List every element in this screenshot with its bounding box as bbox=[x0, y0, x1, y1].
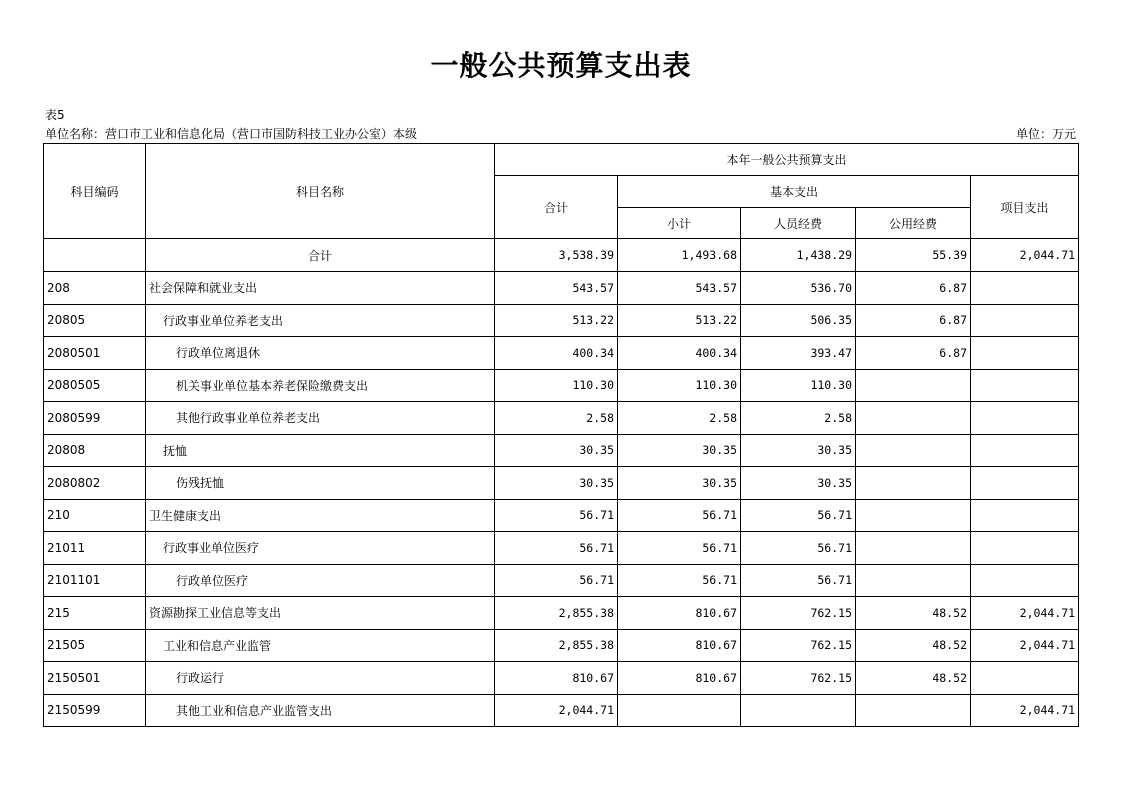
row-subtotal: 30.35 bbox=[618, 434, 741, 467]
header-total: 合计 bbox=[495, 176, 618, 239]
row-personnel: 30.35 bbox=[741, 434, 856, 467]
row-project: 2,044.71 bbox=[971, 597, 1079, 630]
row-personnel: 762.15 bbox=[741, 629, 856, 662]
row-public: 48.52 bbox=[856, 662, 971, 695]
row-total: 30.35 bbox=[495, 434, 618, 467]
row-personnel: 110.30 bbox=[741, 369, 856, 402]
row-personnel: 30.35 bbox=[741, 467, 856, 500]
row-name: 工业和信息产业监管 bbox=[146, 629, 495, 662]
row-public: 6.87 bbox=[856, 337, 971, 370]
row-code: 208 bbox=[44, 272, 146, 305]
row-subtotal: 30.35 bbox=[618, 467, 741, 500]
header-basic: 基本支出 bbox=[618, 176, 971, 208]
row-project bbox=[971, 304, 1079, 337]
row-public bbox=[856, 434, 971, 467]
row-subtotal: 810.67 bbox=[618, 662, 741, 695]
total-code-cell bbox=[44, 239, 146, 272]
row-code: 21011 bbox=[44, 532, 146, 565]
row-code: 20805 bbox=[44, 304, 146, 337]
row-name: 其他工业和信息产业监管支出 bbox=[146, 694, 495, 727]
table-row bbox=[44, 694, 1079, 727]
row-name: 行政事业单位医疗 bbox=[146, 532, 495, 565]
row-project: 2,044.71 bbox=[971, 629, 1079, 662]
row-public: 6.87 bbox=[856, 272, 971, 305]
row-personnel: 536.70 bbox=[741, 272, 856, 305]
row-total: 543.57 bbox=[495, 272, 618, 305]
header-personnel: 人员经费 bbox=[741, 208, 856, 239]
row-public bbox=[856, 694, 971, 727]
total-total: 3,538.39 bbox=[495, 239, 618, 272]
row-personnel: 2.58 bbox=[741, 402, 856, 435]
row-subtotal: 400.34 bbox=[618, 337, 741, 370]
total-subtotal: 1,493.68 bbox=[618, 239, 741, 272]
row-public bbox=[856, 532, 971, 565]
table-row bbox=[44, 564, 1079, 597]
row-total: 2,855.38 bbox=[495, 629, 618, 662]
row-project bbox=[971, 402, 1079, 435]
row-code: 215 bbox=[44, 597, 146, 630]
row-code: 2080802 bbox=[44, 467, 146, 500]
row-project bbox=[971, 337, 1079, 370]
row-total: 56.71 bbox=[495, 564, 618, 597]
currency-unit: 单位：万元 bbox=[1015, 127, 1076, 141]
total-public: 55.39 bbox=[856, 239, 971, 272]
row-project bbox=[971, 467, 1079, 500]
row-code: 2080505 bbox=[44, 369, 146, 402]
row-personnel: 506.35 bbox=[741, 304, 856, 337]
row-code: 2080599 bbox=[44, 402, 146, 435]
total-project: 2,044.71 bbox=[971, 239, 1079, 272]
header-subtotal: 小计 bbox=[618, 208, 741, 239]
header-public: 公用经费 bbox=[856, 208, 971, 239]
header-code: 科目编码 bbox=[44, 144, 146, 239]
total-label: 合计 bbox=[146, 239, 495, 272]
total-personnel: 1,438.29 bbox=[741, 239, 856, 272]
row-code: 210 bbox=[44, 499, 146, 532]
table-row bbox=[44, 597, 1079, 630]
row-code: 20808 bbox=[44, 434, 146, 467]
row-total: 810.67 bbox=[495, 662, 618, 695]
row-total: 30.35 bbox=[495, 467, 618, 500]
row-name: 资源勘探工业信息等支出 bbox=[146, 597, 495, 630]
row-subtotal bbox=[618, 694, 741, 727]
row-subtotal: 513.22 bbox=[618, 304, 741, 337]
row-project: 2,044.71 bbox=[971, 694, 1079, 727]
table-row bbox=[44, 629, 1079, 662]
header-name: 科目名称 bbox=[146, 144, 495, 239]
row-project bbox=[971, 499, 1079, 532]
row-public bbox=[856, 564, 971, 597]
row-name: 行政事业单位养老支出 bbox=[146, 304, 495, 337]
row-public: 48.52 bbox=[856, 597, 971, 630]
row-personnel: 762.15 bbox=[741, 662, 856, 695]
row-subtotal: 110.30 bbox=[618, 369, 741, 402]
row-subtotal: 56.71 bbox=[618, 564, 741, 597]
row-personnel: 56.71 bbox=[741, 499, 856, 532]
row-project bbox=[971, 272, 1079, 305]
row-name: 抚恤 bbox=[146, 434, 495, 467]
table-number: 表5 bbox=[45, 108, 65, 122]
row-total: 400.34 bbox=[495, 337, 618, 370]
unit-name: 单位名称：营口市工业和信息化局（营口市国防科技工业办公室）本级 bbox=[45, 127, 418, 141]
row-name: 机关事业单位基本养老保险缴费支出 bbox=[146, 369, 495, 402]
row-project bbox=[971, 532, 1079, 565]
row-total: 2.58 bbox=[495, 402, 618, 435]
table-row bbox=[44, 369, 1079, 402]
row-total: 2,044.71 bbox=[495, 694, 618, 727]
table-row bbox=[44, 434, 1079, 467]
row-name: 伤残抚恤 bbox=[146, 467, 495, 500]
row-name: 行政单位医疗 bbox=[146, 564, 495, 597]
row-total: 513.22 bbox=[495, 304, 618, 337]
row-subtotal: 810.67 bbox=[618, 629, 741, 662]
row-subtotal: 56.71 bbox=[618, 499, 741, 532]
row-total: 2,855.38 bbox=[495, 597, 618, 630]
row-personnel: 56.71 bbox=[741, 564, 856, 597]
row-project bbox=[971, 564, 1079, 597]
row-total: 56.71 bbox=[495, 532, 618, 565]
row-personnel bbox=[741, 694, 856, 727]
row-public bbox=[856, 369, 971, 402]
table-row bbox=[44, 402, 1079, 435]
page-title: 一般公共预算支出表 bbox=[430, 49, 692, 82]
row-personnel: 762.15 bbox=[741, 597, 856, 630]
table-row bbox=[44, 662, 1079, 695]
row-subtotal: 56.71 bbox=[618, 532, 741, 565]
row-project bbox=[971, 434, 1079, 467]
row-public bbox=[856, 402, 971, 435]
row-public: 48.52 bbox=[856, 629, 971, 662]
row-project bbox=[971, 369, 1079, 402]
row-code: 2080501 bbox=[44, 337, 146, 370]
row-public bbox=[856, 499, 971, 532]
row-name: 社会保障和就业支出 bbox=[146, 272, 495, 305]
table-row bbox=[44, 499, 1079, 532]
table-row bbox=[44, 272, 1079, 305]
row-code: 2101101 bbox=[44, 564, 146, 597]
total-row bbox=[44, 239, 1079, 272]
row-name: 行政运行 bbox=[146, 662, 495, 695]
row-subtotal: 810.67 bbox=[618, 597, 741, 630]
table-row bbox=[44, 337, 1079, 370]
row-personnel: 56.71 bbox=[741, 532, 856, 565]
row-subtotal: 2.58 bbox=[618, 402, 741, 435]
row-total: 56.71 bbox=[495, 499, 618, 532]
row-public: 6.87 bbox=[856, 304, 971, 337]
table-row bbox=[44, 304, 1079, 337]
row-code: 2150501 bbox=[44, 662, 146, 695]
row-subtotal: 543.57 bbox=[618, 272, 741, 305]
table-row bbox=[44, 467, 1079, 500]
row-name: 行政单位离退休 bbox=[146, 337, 495, 370]
table-row bbox=[44, 532, 1079, 565]
row-public bbox=[856, 467, 971, 500]
row-name: 卫生健康支出 bbox=[146, 499, 495, 532]
row-personnel: 393.47 bbox=[741, 337, 856, 370]
header-group: 本年一般公共预算支出 bbox=[495, 144, 1079, 176]
row-code: 21505 bbox=[44, 629, 146, 662]
header-project: 项目支出 bbox=[971, 176, 1079, 239]
row-project bbox=[971, 662, 1079, 695]
row-code: 2150599 bbox=[44, 694, 146, 727]
row-name: 其他行政事业单位养老支出 bbox=[146, 402, 495, 435]
row-total: 110.30 bbox=[495, 369, 618, 402]
budget-table bbox=[43, 143, 1079, 727]
